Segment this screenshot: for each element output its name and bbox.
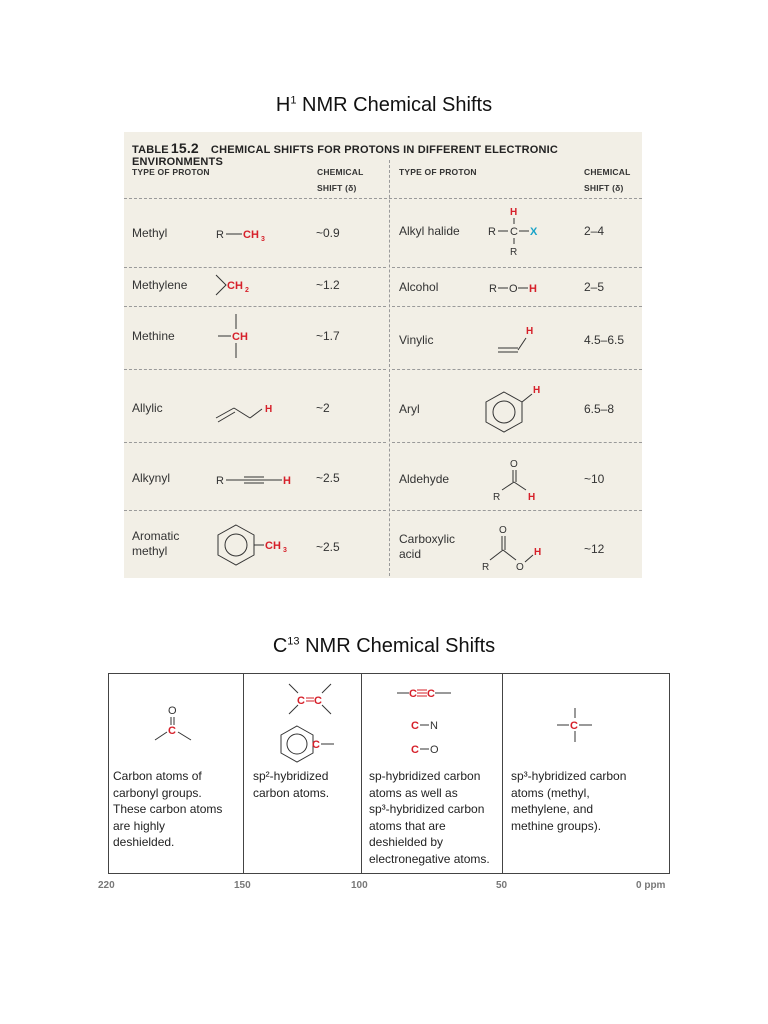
row-name-aryl: Aryl <box>399 402 420 416</box>
alkane-structure <box>553 706 597 751</box>
carbon-shift-chart <box>108 673 670 874</box>
svg-text:N: N <box>430 720 438 732</box>
svg-text:C: C <box>411 720 419 732</box>
row-name-aldehyde: Aldehyde <box>399 472 450 486</box>
shift-aryl: 6.5–8 <box>584 402 615 416</box>
shift-aromatic-methyl: ~2.5 <box>316 540 340 554</box>
carbon-nitrogen-structure <box>409 716 449 739</box>
row-name-methylene: Methylene <box>132 278 188 292</box>
shift-alkynyl: ~2.5 <box>316 471 340 485</box>
methyl-structure <box>214 224 274 249</box>
sp-description: sp-hybridized carbon atoms as well as sp³-hybridized carbon atoms that are deshielded by electronegative atoms. <box>369 769 490 866</box>
alkyne-structure <box>395 684 455 707</box>
carbonyl-description: Carbon atoms of carbonyl groups. These carbon atoms are highly deshielded. <box>113 769 223 849</box>
allylic-structure <box>214 394 284 429</box>
shift-carboxylic-acid: ~12 <box>584 542 605 556</box>
axis-label-220: 220 <box>98 880 115 891</box>
svg-text:H: H <box>510 207 518 218</box>
row-name-methyl: Methyl <box>132 226 168 240</box>
svg-text:C: C <box>409 688 417 700</box>
svg-text:CH: CH <box>243 229 259 241</box>
col-header-shift-left: CHEMICAL SHIFT (δ) <box>317 167 364 193</box>
column-divider <box>389 160 390 576</box>
alkene-structure <box>285 680 335 725</box>
svg-text:H: H <box>283 475 291 487</box>
axis-label-0-ppm: 0 ppm <box>636 880 666 891</box>
col-header-type-left: TYPE OF PROTON <box>132 167 210 177</box>
row-divider <box>392 267 642 268</box>
h1-nmr-title: $H^1$ NMR Chemical Shifts <box>275 94 493 116</box>
svg-text:C: C <box>427 688 435 700</box>
svg-text:CH: CH <box>232 331 248 343</box>
region-divider <box>243 674 244 873</box>
shift-methine: ~1.7 <box>316 329 340 343</box>
svg-text:C: C <box>314 695 322 707</box>
col-header-type-right: TYPE OF PROTON <box>399 167 477 177</box>
svg-text:C: C <box>297 695 305 707</box>
svg-text:CH: CH <box>265 540 281 552</box>
row-divider <box>124 267 386 268</box>
shift-methyl: ~0.9 <box>316 226 340 240</box>
svg-text:H: H <box>534 547 542 558</box>
region-divider <box>502 674 503 873</box>
shift-methylene: ~1.2 <box>316 278 340 292</box>
row-divider <box>124 306 386 307</box>
shift-alcohol: 2–5 <box>584 280 605 294</box>
svg-text:R: R <box>510 247 518 258</box>
row-divider <box>124 198 642 199</box>
sp2-description: sp²-hybridized carbon atoms. <box>253 769 330 800</box>
axis-label-150: 150 <box>234 880 251 891</box>
svg-text:H: H <box>526 326 534 337</box>
svg-text:2: 2 <box>245 287 249 294</box>
row-name-methine: Methine <box>132 329 175 343</box>
svg-text:O: O <box>509 283 518 295</box>
carbonyl-structure <box>151 704 197 749</box>
vinylic-structure <box>496 322 546 361</box>
shift-alkyl-halide: 2–4 <box>584 224 605 238</box>
aromatic-carbon-structure <box>279 724 339 769</box>
row-name-aromatic-methyl: Aromatic methyl <box>132 529 180 558</box>
svg-text:R: R <box>493 492 501 503</box>
svg-text:CH: CH <box>227 280 243 292</box>
alkyl-halide-structure <box>486 204 556 267</box>
aldehyde-structure <box>486 454 546 511</box>
svg-text:O: O <box>168 705 177 717</box>
axis-label-50: 50 <box>496 880 508 891</box>
svg-text:X: X <box>530 226 538 238</box>
svg-text:O: O <box>499 525 507 536</box>
svg-text:O: O <box>510 459 518 470</box>
methine-structure <box>214 312 274 367</box>
col-header-shift-right: CHEMICAL SHIFT (δ) <box>584 167 631 193</box>
svg-text:3: 3 <box>261 236 265 243</box>
row-divider <box>124 510 386 511</box>
svg-text:C: C <box>168 725 176 737</box>
aryl-structure <box>482 382 552 443</box>
row-name-carboxylic-acid: Carboxylic acid <box>399 532 456 561</box>
svg-text:H: H <box>533 385 541 396</box>
shift-allylic: ~2 <box>316 401 330 415</box>
c13-nmr-title: $C^{13}$ NMR Chemical Shifts <box>272 635 496 657</box>
svg-text:R: R <box>216 229 224 241</box>
row-name-allylic: Allylic <box>132 401 163 415</box>
svg-text:O: O <box>516 562 524 573</box>
alcohol-structure <box>488 278 548 303</box>
carboxylic-acid-structure <box>476 522 556 583</box>
sp3-description: sp³-hybridized carbon atoms (methyl, methylene, and methine groups). <box>511 769 627 833</box>
svg-text:C: C <box>312 739 320 751</box>
svg-text:R: R <box>482 562 490 573</box>
row-divider <box>392 306 642 307</box>
row-name-alcohol: Alcohol <box>399 280 439 294</box>
svg-text:H: H <box>265 404 273 415</box>
svg-text:H: H <box>529 283 537 295</box>
row-name-alkynyl: Alkynyl <box>132 471 171 485</box>
methylene-structure <box>214 272 274 303</box>
carbon-oxygen-structure <box>409 740 449 763</box>
row-name-alkyl-halide: Alkyl halide <box>399 224 460 238</box>
svg-text:3: 3 <box>283 547 287 554</box>
svg-text:H: H <box>528 492 536 503</box>
row-name-vinylic: Vinylic <box>399 333 434 347</box>
shift-aldehyde: ~10 <box>584 472 605 486</box>
aromatic-methyl-structure <box>214 522 304 571</box>
row-divider <box>124 369 386 370</box>
svg-text:C: C <box>411 744 419 756</box>
alkynyl-structure <box>214 470 304 495</box>
table-caption: TABLE 15.2 CHEMICAL SHIFTS FOR PROTONS IN DIFFERENT ELECTRONIC ENVIRONMENTS <box>132 140 559 168</box>
svg-text:O: O <box>430 744 439 756</box>
row-divider <box>124 442 386 443</box>
svg-text:C: C <box>570 720 578 732</box>
proton-shift-table <box>124 132 642 578</box>
svg-text:R: R <box>216 475 224 487</box>
svg-text:C: C <box>510 226 518 238</box>
region-divider <box>361 674 362 873</box>
svg-text:R: R <box>489 283 497 295</box>
svg-text:R: R <box>488 226 496 238</box>
shift-vinylic: 4.5–6.5 <box>584 333 625 347</box>
axis-label-100: 100 <box>351 880 368 891</box>
row-divider <box>392 369 642 370</box>
